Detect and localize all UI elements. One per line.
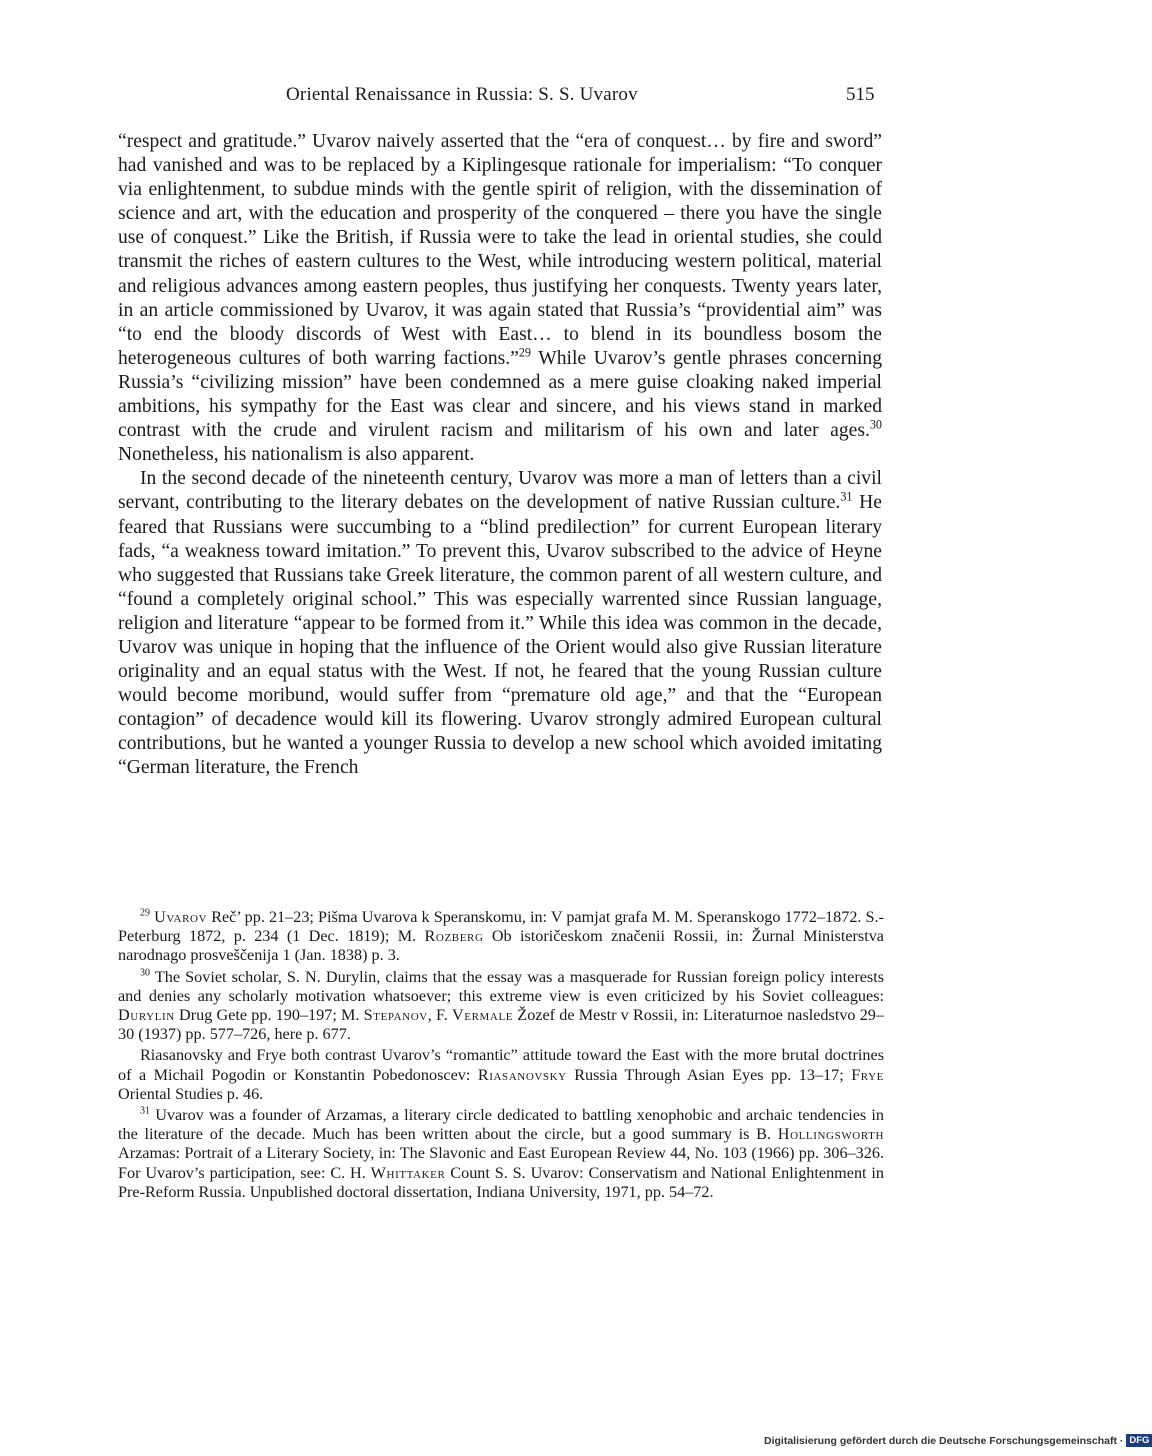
author-name: Uvarov: [154, 908, 208, 926]
footnote-number: 29: [140, 907, 151, 919]
author-name: Whittaker: [370, 1163, 446, 1182]
running-head-title: Oriental Renaissance in Russia: S. S. Uvarov: [286, 84, 638, 105]
footnote-text: Ob istoričeskom značenii Rossii, in: Žurnal Ministerstva narodnago prosveščenija 1 (Jan. 1838) p. 3.: [118, 927, 884, 965]
footnote-ref-30[interactable]: 30: [869, 417, 882, 432]
footnotes: [118, 908, 884, 1204]
footnote-number: 30: [140, 967, 151, 979]
footnote-text: Riasanovsky and Frye both contrast Uvarov’s “romantic” attitude toward the East with the more brutal doctrines of a Michail Pogodin or Konstantin Pobedonoscev:: [118, 1046, 884, 1084]
author-name: Hollingsworth: [777, 1125, 884, 1144]
author-name: Rozberg: [424, 927, 484, 946]
paragraph-1-text-a: “respect and gratitude.” Uvarov naively asserted that the “era of conquest… by fire and sword” had vanished and was to be replaced by a Kiplingesque rationale for imperialism: “To conquer via enlightenment, to subdue minds with the gentle spirit of religion, with the dissemination of science and art, with the education and prosperity of the conquered – there you have the single use of conquest.” Like the British, if Russia were to take the lead in oriental studies, she could transmit the riches of eastern cultures to the West, while introducing western political, material and religious advances among eastern peoples, thus justifying her conquests. Twenty years later, in an article commissioned by Uvarov, it was again stated that Russia’s “providential aim” was “to end the bloody discords of West with East… to blend in its boundless bosom the heterogeneous cultures of both warring factions.”: [118, 131, 882, 369]
footnote-text: Oriental Studies p. 46.: [118, 1084, 264, 1103]
footnote-30: [118, 968, 884, 1045]
footnote-text: Reč’ pp. 21–23; Pišma Uvarova k Speranskomu, in: V pamjat grafa M. M. Speranskogo 1772–1872. S.-Peterburg 1872, p. 234 (1 Dec. 1819); M.: [118, 908, 884, 946]
footnote-29: [118, 908, 884, 966]
footnote-text: Count S. S. Uvarov: Conservatism and National Enlightenment in Pre-Reform Russia. Unpublished doctoral dissertation, Indiana University, 1971, pp. 54–72.: [118, 1163, 884, 1201]
page-number: 515: [846, 84, 875, 105]
footnote-text: Arzamas: Portrait of a Literary Society, in: The Slavonic and East European Review 44, No. 103 (1966) pp. 306–326. For Uvarov’s participation, see: C. H.: [118, 1144, 884, 1182]
author-name: Vermale: [452, 1006, 514, 1025]
paragraph-2-text-a: In the second decade of the nineteenth century, Uvarov was more a man of letters than a civil servant, contributing to the literary debates on the development of native Russian culture.: [118, 468, 882, 514]
footnote-ref-29[interactable]: 29: [518, 345, 531, 360]
paragraph-1: [118, 130, 882, 467]
author-name: Stepanov: [363, 1006, 428, 1025]
footnote-text: Uvarov was a founder of Arzamas, a literary circle dedicated to battling xenophobic and archaic tendencies in the literature of the decade. Much has been written about the circle, but a good summary is B.: [118, 1106, 884, 1144]
footnote-text: Žozef de Mestr v Rossii, in: Literaturnoe nasledstvo 29–30 (1937) pp. 577–726, here p. 677.: [118, 1006, 884, 1044]
author-name: Riasanovsky: [477, 1065, 567, 1084]
paragraph-2-text-b: He feared that Russians were succumbing to a “blind predilection” for current European literary fads, “a weakness toward imitation.” To prevent this, Uvarov subscribed to the advice of Heyne who suggested that Russians take Greek literature, the common parent of all western culture, and “found a completely original school.” This was especially warrented since Russian language, religion and literature “appear to be formed from it.” While this idea was common in the decade, Uvarov was unique in hoping that the influence of the Orient would also give Russian literature originality and an equal status with the West. If not, he feared that the young Russian culture would become moribund, would suffer from “premature old age,” and that the “European contagion” of decadence would kill its flowering. Uvarov strongly admired European cultural contributions, but he wanted a younger Russia to develop a new school which avoided imitating “German literature, the French: [118, 492, 882, 779]
author-name: Frye: [851, 1065, 884, 1084]
footnote-text: The Soviet scholar, S. N. Durylin, claims that the essay was a masquerade for Russian foreign policy interests and denies any scholarly motivation whatsoever; this extreme view is even criticized by his Soviet colleagues:: [118, 967, 884, 1005]
paragraph-1-text-c: Nonetheless, his nationalism is also apparent.: [118, 444, 475, 466]
digitization-credit-text: Digitalisierung gefördert durch die Deutsche Forschungsgemeinschaft ·: [764, 1434, 1124, 1447]
footnote-ref-31[interactable]: 31: [840, 489, 853, 504]
main-text: [118, 130, 882, 781]
digitization-credit: [764, 1434, 1152, 1447]
paragraph-2: [118, 467, 882, 780]
footnote-31: [118, 1106, 884, 1202]
paragraph-1-text-b: While Uvarov’s gentle phrases concerning Russia’s “civilizing mission” have been condemned as a mere guise cloaking naked imperial ambitions, his sympathy for the East was clear and sincere, and his views stand in marked contrast with the crude and virulent racism and militarism of his own and later ages.: [118, 347, 882, 442]
footnote-text: Drug Gete pp. 190–197; M.: [174, 1006, 364, 1025]
footnote-text: , F.: [427, 1006, 452, 1025]
footnote-text: Russia Through Asian Eyes pp. 13–17;: [566, 1065, 852, 1084]
footnote-number: 31: [140, 1105, 151, 1117]
dfg-logo: DFG: [1126, 1434, 1152, 1447]
author-name: Durylin: [118, 1006, 175, 1025]
footnote-30-continued: [118, 1046, 884, 1104]
